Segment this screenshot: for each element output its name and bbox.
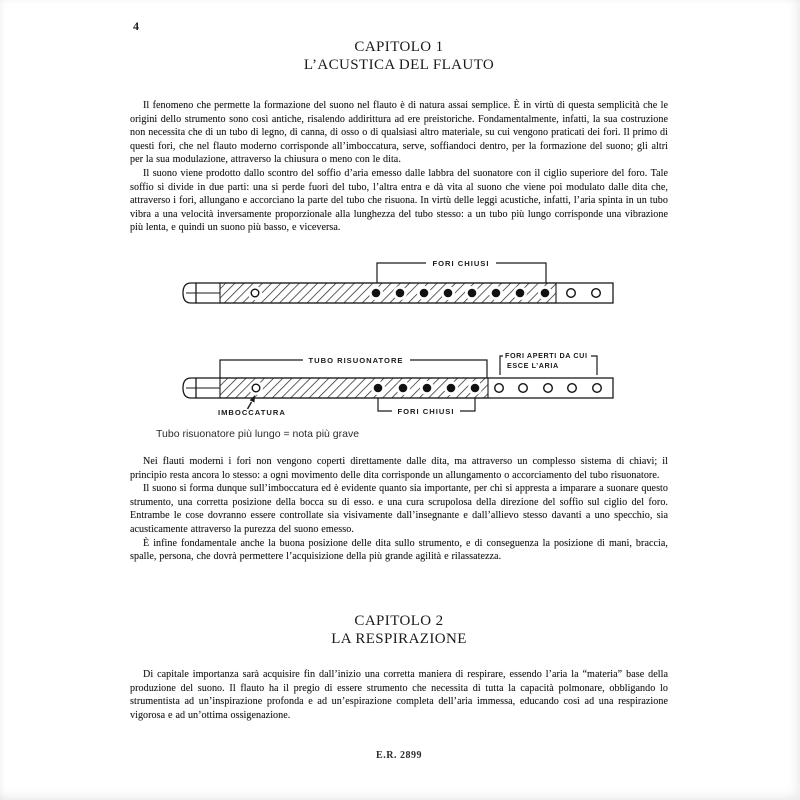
chapter1-text-bottom [130,455,668,564]
figure-caption: Tubo risuonatore più lungo = nota più grave [156,428,360,440]
flute-diagram-labelled [150,345,650,430]
chapter2-title: CAPITOLO 2 [354,613,444,629]
tubo-risuonatore-label: TUBO RISUONATORE [308,356,404,365]
paragraph: Il suono viene prodotto dallo scontro del soffio d’aria emesso dalle labbra del suonatore con il ciglio superiore del foro. Tale soffio si divide in due parti: una si perde fuori del tubo, l’altra entra e dà vita al suono che viene poi modulato dalle dita che, attraverso i fori, allungano e accorciano la parte del tubo che risuona. In virtù delle leggi acustiche, infatti, l’aria spinta in un tubo vibra a una velocità inversamente proporzionale alla lunghezza del tubo stesso: a un tubo più lungo corrisponde una vibrazione più lenta, e quindi un suono più basso, e viceversa. [130,167,668,234]
paragraph: È infine fondamentale anche la buona posizione delle dita sullo strumento, e di conseguenza la posizione di mani, braccia, spalle, persona, che dovrà permettere l’acquisizione della più grande agilità e rilassatezza. [130,537,668,563]
resonating-tube-hatched [220,283,556,303]
fori-aperti-label-line2: ESCE L’ARIA [507,361,559,370]
chapter2-heading [130,612,668,648]
embouchure-hole [248,286,262,300]
embouchure-hole [249,381,263,395]
page-number: 4 [133,19,139,33]
chapter1-subtitle: L’ACUSTICA DEL FLAUTO [303,57,495,73]
chapter1-heading [130,38,668,74]
chapter2-text [130,668,668,722]
paragraph: Di capitale importanza sarà acquisire fin dall’inizio una corretta maniera di respirare, essendo l’aria la “materia” base della produzione del suono. Il flauto ha il pregio di essere strumento che necessita di tutta la capacità polmonare, obbligando lo strumentista ad un’inspirazione profonda e ad un’espirazione completa dell’aria immessa, educando così ad una respirazione vigorosa e ad un’ottima ossigenazione. [130,669,668,721]
flute-diagram-closed-holes [150,248,650,328]
paragraph: Nei flauti moderni i fori non vengono coperti direttamente dalle dita, ma attraverso un complesso sistema di chiavi; il principio resta ancora lo stesso: a ogni movimento delle dita corrisponde un allungamento o accorciamento del tubo risuonatore. [130,456,668,481]
paragraph: Il suono si forma dunque sull’imboccatura ed è evidente quanto sia importante, per chi si appresta a imparare a suonare questo strumento, una corretta posizione della bocca su di esso. e una cura scrupolosa della direzione del soffio sul ciglio del foro. Entrambe le cose dovranno essere controllate sia visivamente dall’insegnante e dall’allievo stesso davanti a uno specchio, sia acusticamente attraverso la purezza del suono emesso. [130,483,668,535]
fori-chiusi-label: FORI CHIUSI [432,259,490,268]
paragraph: Il fenomeno che permette la formazione del suono nel flauto è di natura assai semplice. È in virtù di questa semplicità che le origini dello strumento sono così antiche, risalendo addirittura ad ere preistoriche. Fondamentalmente, infatti, la sua costruzione non necessita che di un tubo di legno, di canna, di osso o di qualsiasi altro materiale, su cui vengono praticati dei fori. Il primo di questi fori, che nel flauto moderno corrisponde all’imboccatura, serve, soffiandoci dentro, per la formazione del suono; gli altri per la sua modulazione, attraverso la chiusura o meno con le dita. [130,100,668,166]
fori-aperti-label-line1: FORI APERTI DA CUI [505,351,588,360]
chapter1-text-top [130,99,668,235]
chapter1-title: CAPITOLO 1 [354,39,444,55]
imboccatura-label: IMBOCCATURA [218,408,286,417]
chapter2-subtitle: LA RESPIRAZIONE [331,631,467,647]
plate-number: E.R. 2899 [376,750,422,761]
fori-chiusi-label: FORI CHIUSI [397,407,455,416]
